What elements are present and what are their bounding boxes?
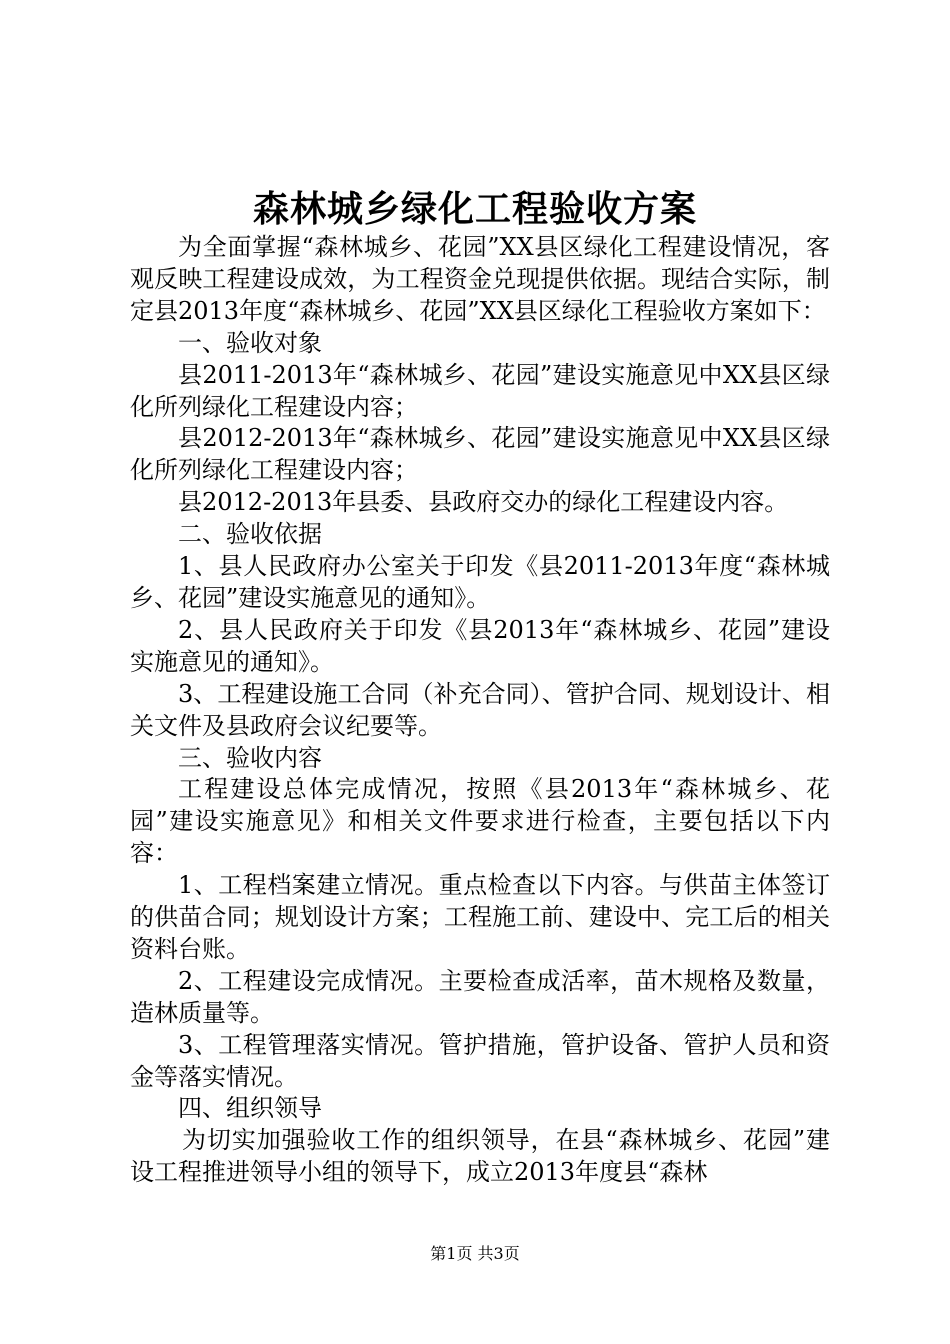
basis-item-1: 1、县人民政府办公室关于印发《县2011-2013年度“森林城乡、花园”建设实施意见的通知》。 (130, 552, 830, 612)
document-body (130, 232, 830, 1189)
content-item-1: 1、工程档案建立情况。重点检查以下内容。与供苗主体签订的供苗合同；规划设计方案；工程施工前、建设中、完工后的相关资料台账。 (130, 871, 830, 963)
section-heading-acceptance-object: 一、验收对象 (178, 328, 322, 357)
section-heading-acceptance-basis: 二、验收依据 (178, 520, 322, 549)
intro-paragraph: 为全面掌握“森林城乡、花园”XX县区绿化工程建设情况，客观反映工程建设成效，为工程资金兑现提供依据。现结合实际，制定县2013年度“森林城乡、花园”XX县区绿化工程验收方案如下： (130, 233, 830, 325)
content-item-3: 3、工程管理落实情况。管护措施，管护设备、管护人员和资金等落实情况。 (130, 1030, 830, 1091)
section-heading-acceptance-content: 三、验收内容 (178, 743, 322, 772)
object-item-2: 县2012-2013年“森林城乡、花园”建设实施意见中XX县区绿化所列绿化工程建设内容； (130, 424, 830, 485)
content-item-2: 2、工程建设完成情况。主要检查成活率，苗木规格及数量，造林质量等。 (130, 966, 830, 1027)
organization-paragraph: 为切实加强验收工作的组织领导，在县“森林城乡、花园”建设工程推进领导小组的领导下，成立2013年度县“森林 (130, 1126, 830, 1187)
section-heading-organization: 四、组织领导 (178, 1094, 322, 1123)
content-intro: 工程建设总体完成情况，按照《县2013年“森林城乡、花园”建设实施意见》和相关文件要求进行检查，主要包括以下内容： (130, 775, 830, 868)
page-number-footer: 第1页 共3页 (430, 1244, 520, 1263)
document-title: 森林城乡绿化工程验收方案 (252, 188, 697, 230)
basis-item-3: 3、工程建设施工合同（补充合同）、管护合同、规划设计、相关文件及县政府会议纪要等。 (130, 679, 830, 740)
object-item-1: 县2011-2013年“森林城乡、花园”建设实施意见中XX县区绿化所列绿化工程建设内容； (130, 360, 830, 421)
object-item-3: 县2012-2013年县委、县政府交办的绿化工程建设内容。 (178, 488, 789, 517)
basis-item-2: 2、县人民政府关于印发《县2013年“森林城乡、花园”建设实施意见的通知》。 (130, 615, 830, 676)
